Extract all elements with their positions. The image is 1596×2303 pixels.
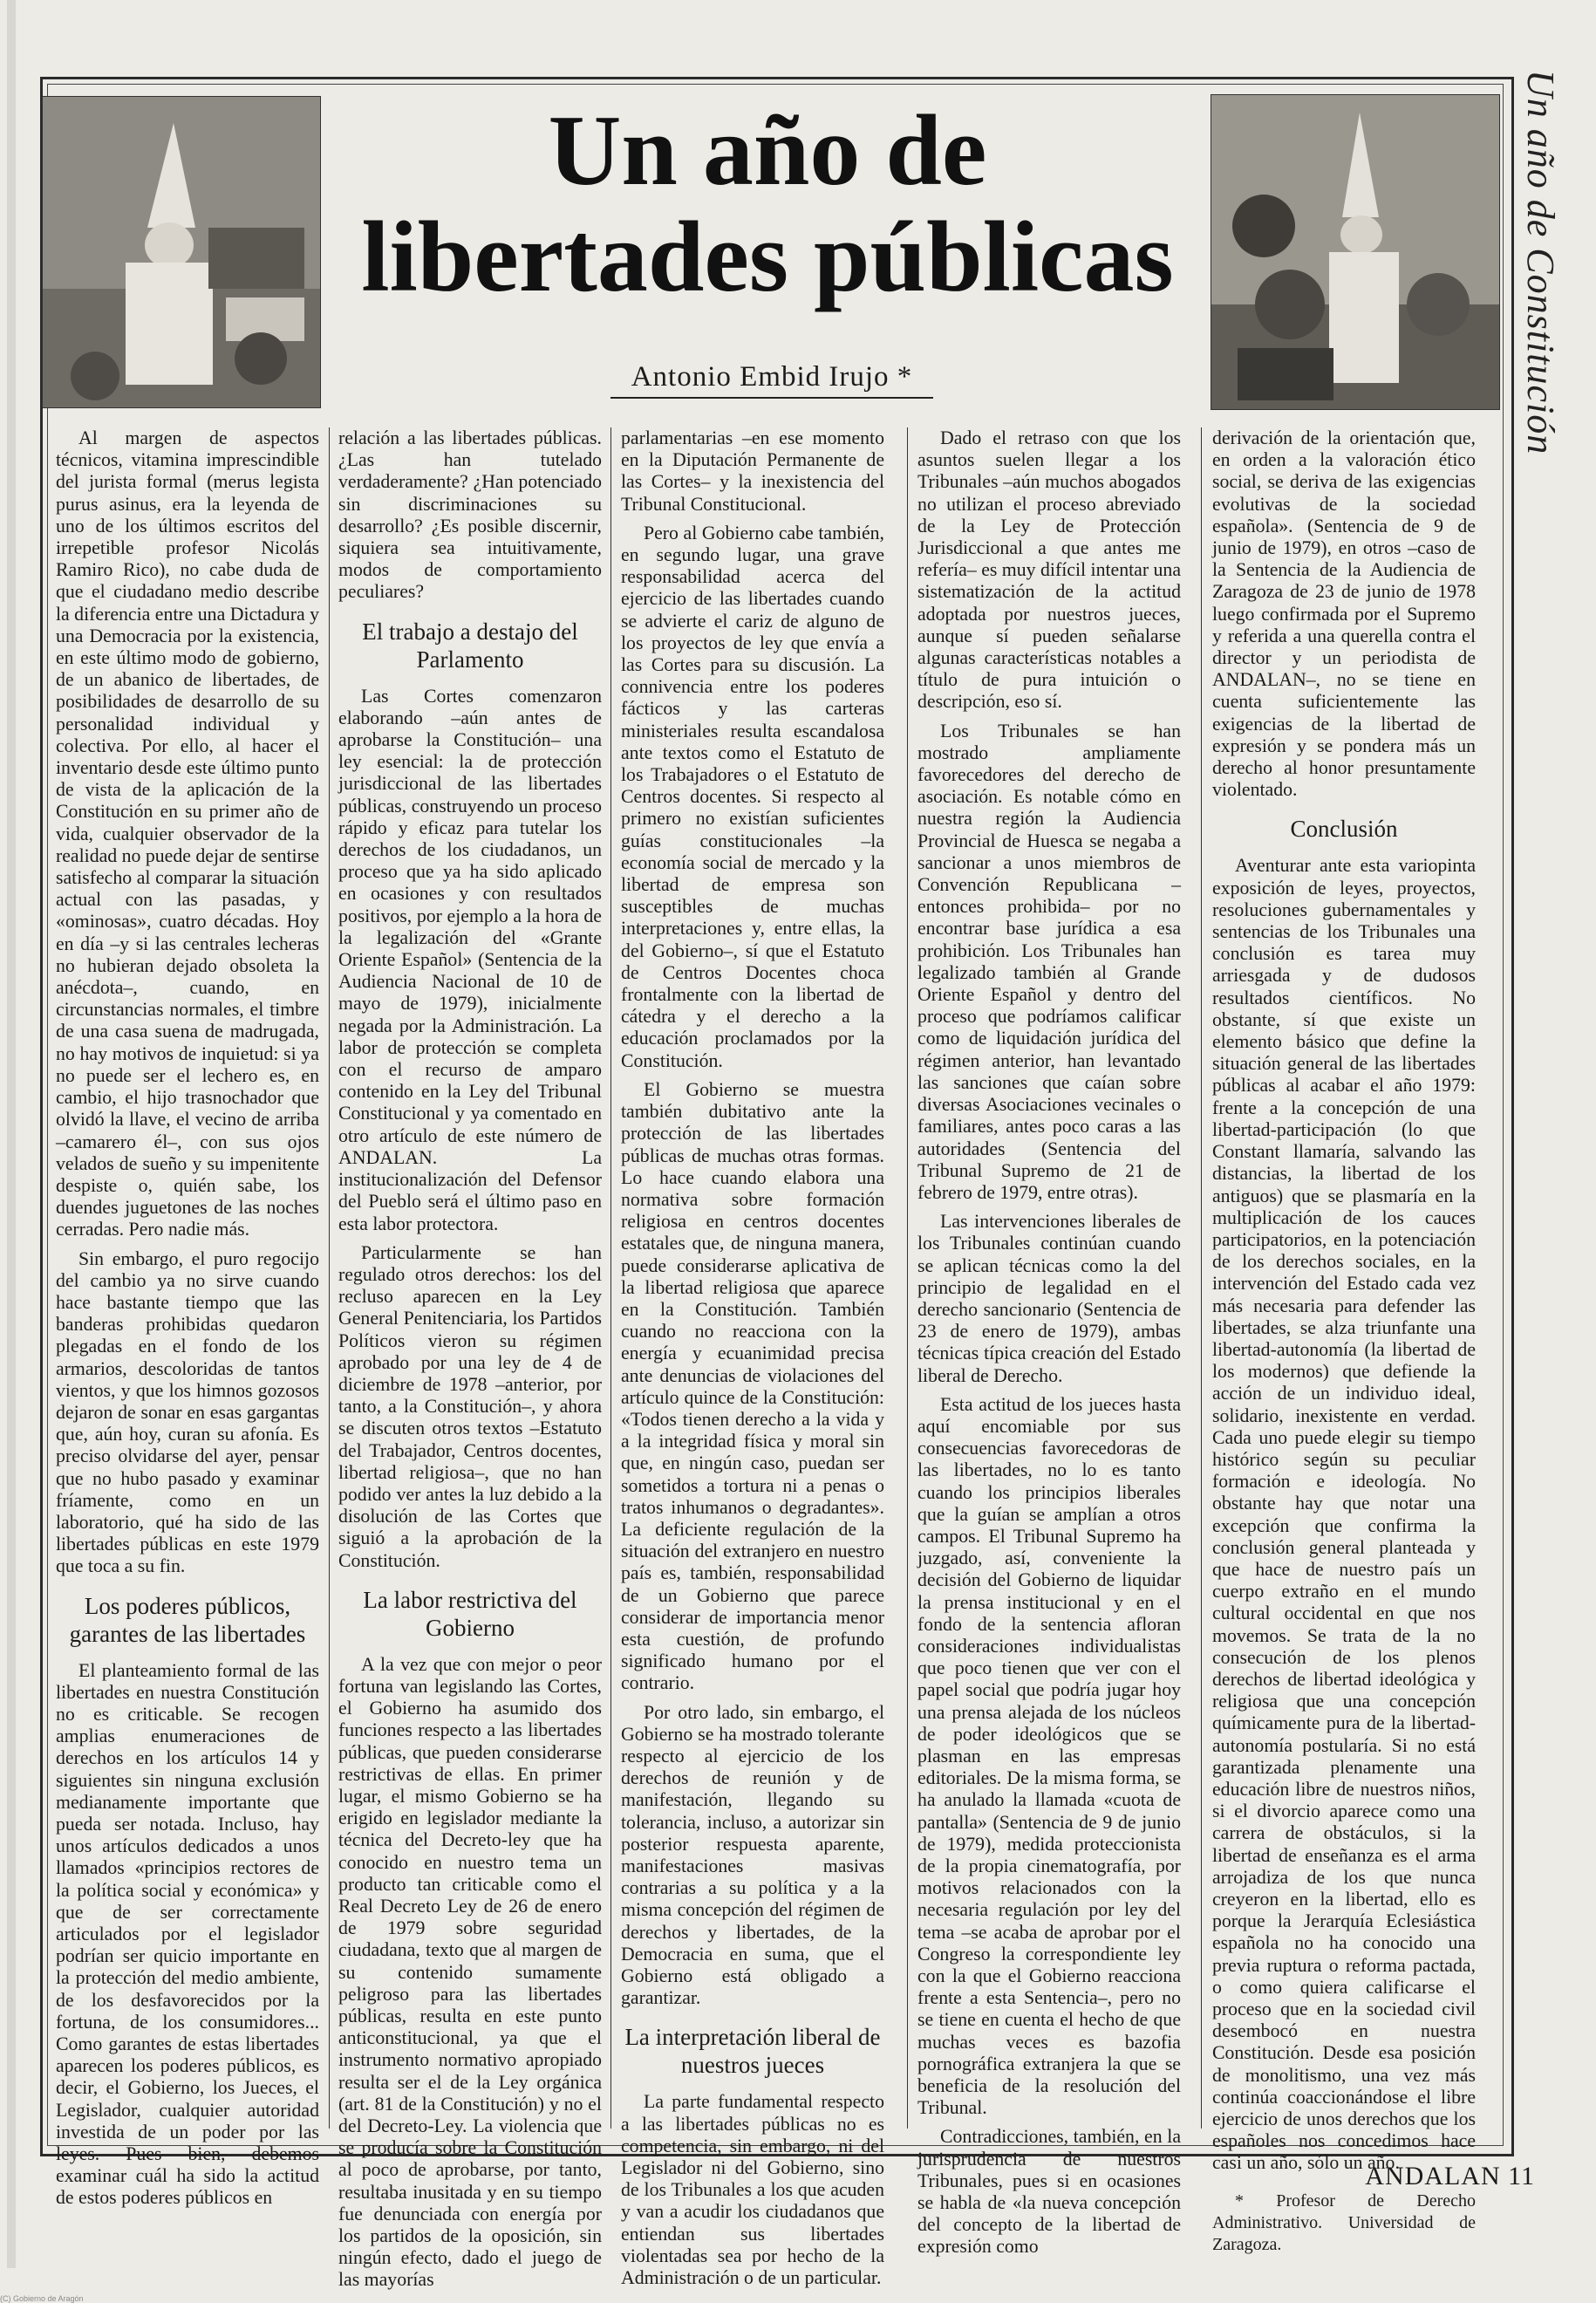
article-byline: Antonio Embid Irujo * xyxy=(610,361,933,399)
text-column-2 xyxy=(338,427,602,2291)
page-footer: ANDALAN 11 xyxy=(1365,2162,1535,2190)
engraving-left-image xyxy=(43,97,320,407)
section-title-vertical: Un año de Constitución xyxy=(1519,70,1562,455)
paragraph: A la vez que con mejor o peor fortuna van legislando las Cortes, el Gobierno ha asumido dos funciones respecto a las libertades públicas, que pueden considerarse restrictivas de ellas. En primer lugar, el mismo Gobierno se ha erigido en legislador mediante la técnica del Decreto-ley que ha conocido en nuestro tema un producto tan criticable como el Real Decreto Ley de 26 de enero de 1979 sobre seguridad ciudadana, texto que al margen de su contenido sumamente peligroso para las libertades públicas, resulta en este punto anticonstitucional, ya que el instrumento normativo apropiado resulta ser el de la Ley orgánica (art. 81 de la Constitución) y no el del Decreto-Ley. La violencia que se producía sobre la Constitución al poco de aprobarse, por tanto, resultaba inusitada y en su tiempo fue denunciada con energía por los partidos de la oposición, sin ningún efecto, dado el juego de las mayorías xyxy=(338,1653,602,2291)
illustration-right xyxy=(1211,94,1500,410)
scan-credit: (C) Gobierno de Aragón xyxy=(0,2294,84,2303)
paragraph: derivación de la orientación que, en orden a la valoración ético social, se deriva de las exigencias evolutivas de la sociedad española». (Sentencia de 9 de junio de 1979), en otros –caso de la Sentencia de la Audiencia de Zaragoza de 23 de junio de 1978 luego confirmada por el Supremo y referida a una querella contra el director y un periodista de ANDALAN–, no se tiene en cuenta suficientemente las exigencias de la libertad de expresión y se pondera más un derecho al honor presuntamente violentado. xyxy=(1212,427,1476,801)
section-heading: El trabajo a destajo del Parlamento xyxy=(362,618,578,673)
paragraph: Los Tribunales se han mostrado ampliamente favorecedores del derecho de asociación. Es notable cómo en nuestra región la Audiencia Provincial de Huesca se negaba a sancionar a unos miembros de Convención Republicana –entonces prohibida– por no encontrar base jurídica a esa prohibición. Los Tribunales han legalizado también al Grande Oriente Español y dentro del proceso que podríamos calificar como de liquidación jurídica del régimen anterior, han levantado las sanciones que caían sobre diversas Asociaciones vecinales o familiares, antes poco caras a las autoridades (Sentencia del Tribunal Supremo de 21 de febrero de 1979, entre otras). xyxy=(917,720,1181,1203)
paragraph: El Gobierno se muestra también dubitativo ante la protección de las libertades públicas de muchas otras formas. Lo hace cuando elabora una normativa sobre formación religiosa en centros docentes estatales que, de ninguna manera, puede considerarse aplicativa de la libertad religiosa que aparece en la Constitución. También cuando no reacciona con la energía y ecuanimidad precisa ante denuncias de violaciones del artículo quince de la Constitución: «Todos tienen derecho a la vida y a la integridad física y moral sin que, en ningún caso, puedan ser sometidos a tortura ni a penas o tratos inhumanos o degradantes». La deficiente regulación de la situación del extranjero en nuestro país es, también, responsabilidad de un Gobierno que parece considerar de importancia menor esta cuestión, de profundo significado humano por el contrario. xyxy=(621,1078,884,1694)
paragraph: Las intervenciones liberales de los Tribunales continúan cuando se aplican técnicas como la del principio de legalidad en el derecho sancionario (Sentencia de 23 de enero de 1979), ambas técnicas típica creación del Estado liberal de Derecho. xyxy=(917,1211,1181,1386)
column-rule-3 xyxy=(907,427,908,2129)
author-footnote: * Profesor de Derecho Administrativo. Universidad de Zaragoza. xyxy=(1212,2190,1476,2255)
paragraph: Por otro lado, sin embargo, el Gobierno se ha mostrado tolerante respecto al ejercicio de los derechos de reunión y de manifestación, llegando su tolerancia, incluso, a autorizar sin posterior respuesta aparente, manifestaciones masivas contrarias a su política y a la misma concepción del régimen de derechos y libertades, de la Democracia en suma, que el Gobierno está obligado a garantizar. xyxy=(621,1701,884,2009)
paragraph: Contradicciones, también, en la jurisprudencia de nuestros Tribunales, pues si en ocasiones se habla de «la nueva concepción del concepto de la libertad de expresión como xyxy=(917,2126,1181,2258)
paragraph: La parte fundamental respecto a las libertades públicas no es competencia, sin embargo, ni del Legislador ni del Gobierno, sino de los Tribunales a los que acuden y van a acudir los ciudadanos que entiendan sus libertades violentadas sea por hecho de la Administración o de un particular. xyxy=(621,2091,884,2289)
column-rule-4 xyxy=(1201,427,1202,2129)
column-rule-2 xyxy=(610,427,611,2129)
section-heading: Los poderes públicos, garantes de las libertades xyxy=(69,1592,306,1647)
illustration-left xyxy=(42,96,321,408)
paragraph: Dado el retraso con que los asuntos suelen llegar a los Tribunales –aún muchos abogados no utilizan el proceso abreviado de la Ley de Protección Jurisdiccional a que antes me refería– es muy difícil intentar una sistematización de la actitud adoptada por nuestros jueces, aunque sí pueden señalarse algunas características notables a título de pura intuición o descripción, eso sí. xyxy=(917,427,1182,713)
text-column-1 xyxy=(56,427,319,2209)
paragraph: Aventurar ante esta variopinta exposición de leyes, proyectos, resoluciones gubernamentales y sentencias de los Tribunales una conclusión es tarea muy arriesgada y de dudosos resultados científicos. No obstante, sí que existe un elemento básico que define la situación general de las libertades públicas al acabar el año 1979: frente a la concepción de una libertad-participación (lo que Constant llamaría, salvando las distancias, la libertad de los antiguos) que se plasmaría en la multiplicación de los cauces participatorios, en la potenciación de los derechos sociales, en la intervención del Estado cada vez más necesaria para defender las libertades, se alza triunfante una libertad-autonomía (la libertad de los modernos) que defiende la acción de un individuo ideal, solidario, inexistente en verdad. Cada uno puede elegir su tiempo histórico según su peculiar formación e ideología. No obstante hay que notar una excepción que confirma la conclusión general planteada y que hace de nuestro país un cuerpo extraño en el mundo cultural occidental en que nos movemos. Se trata de la no consecución de los plenos derechos de libertad ideológica y religiosa que una concepción químicamente pura de la libertad-autonomía postularía. Si no está garantizada plenamente una educación libre de nuestros niños, si el divorcio aparece como una carrera de obstáculos, si la libertad de enseñanza es el arma arrojadiza de los que nunca creyeron en la libertad, ello es porque la Jerarquía Eclesiástica española no ha conocido una previa ruptura o reforma pactada, o como quiera calificarse el proceso que en la sociedad civil desembocó en nuestra Constitución. Desde esa posición de monolitismo, una vez más continúa coaccionándose el libre ejercicio de unos derechos que los españoles nos concedimos hace casi un año, sólo un año. xyxy=(1212,855,1476,2174)
paragraph: Sin embargo, el puro regocijo del cambio ya no sirve cuando hace bastante tiempo que las banderas prohibidas quedaron plegadas en el fondo de los armarios, descoloridas de tantos vientos, y que los himnos gozosos dejaron de sonar en esas gargantas que, aún hoy, curan su afonía. Es preciso olvidarse del ayer, pensar que no hubo pasado y examinar fríamente, como en un laboratorio, qué ha sido de las libertades públicas en este 1979 que toca a su fin. xyxy=(56,1247,319,1577)
paragraph: relación a las libertades públicas. ¿Las han tutelado verdaderamente? ¿Han potenciado sin discriminaciones su desarrollo? ¿Es posible discernir, siquiera sea intuitivamente, modos de comportamiento peculiares? xyxy=(338,427,602,603)
paragraph: El planteamiento formal de las libertades en nuestra Constitución no es criticable. Se recogen amplias enumeraciones de derechos en los artículos 14 y siguientes sin ninguna exclusión medianamente importante que pueda ser notada. Incluso, hay unos artículos dedicados a unos llamados «principios rectores de la política social y económica» y que de ser correctamente articulados por el legislador podrían ser quicio importante en la protección del medio ambiente, de los desfavorecidos por la fortuna, de los consumidores... Como garantes de estas libertades aparecen los poderes públicos, es decir, el Gobierno, los Jueces, el Legislador, cualquier autoridad investida de un poder por las leyes. Pues bien, debemos examinar cuál ha sido la actitud de estos poderes públicos en xyxy=(56,1659,319,2209)
paragraph: parlamentarias –en ese momento en la Diputación Permanente de las Cortes– y la inexistencia del Tribunal Constitucional. xyxy=(621,427,884,515)
text-column-4 xyxy=(917,427,1182,2258)
text-column-3 xyxy=(621,427,884,2289)
article-headline: Un año de libertades públicas xyxy=(361,95,1174,313)
engraving-right-image xyxy=(1211,95,1499,409)
paragraph: Esta actitud de los jueces hasta aquí encomiable por sus consecuencias favorecedoras de las libertades, no lo es tanto cuando los principios liberales que la guían se amplían a otros campos. El Tribunal Supremo ha juzgado, así, conveniente la decisión del Gobierno de liquidar la prensa institucional y en el fondo de la sentencia afloran consideraciones individualistas que poco tienen que ver con el papel social que podría jugar hoy una prensa alejada de los núcleos de poder ideológicos que se plasman en las empresas editoriales. De la misma forma, se ha anulado la llamada «cuota de pantalla» (Sentencia de 9 de junio de 1979), medida proteccionista de la propia cinematografía, por motivos relacionados con la necesaria regulación por ley del tema –se acaba de aprobar por el Congreso la correspondiente ley con la que el Gobierno reacciona frente a esta Sentencia–, pero no se tiene en cuenta el hecho de que muchas veces es bazofia pornográfica extranjera la que se beneficia de la resolución del Tribunal. xyxy=(917,1393,1181,2119)
paragraph: Al margen de aspectos técnicos, vitamina imprescindible del jurista formal (merus legista purus asinus, era la leyenda de uno de los últimos escritos del irrepetible profesor Nicolás Ramiro Rico), no cabe duda de que el ciudadano medio describe la diferencia entre una Dictadura y una Democracia por la existencia, en este último modo de gobierno, de un abanico de libertades, de posibilidades de desarrollo de su personalidad individual y colectiva. Por ello, al hacer el inventario desde este último punto de vista de la aplicación de la Constitución en su primer año de vida, cualquier observador de la realidad no puede dejar de sentirse satisfecho al comparar la situación actual con las pasadas, y «ominosas», cuatro décadas. Hoy en día –y si las centrales lecheras no hubieran dejado obsoleta la anécdota–, cuando, en circunstancias normales, el timbre de una casa suena de madrugada, no hay motivos de inquietud: si ya no puede ser el lechero es, en cambio, el hijo trasnochador que olvidó la llave, el vecino de arriba –camarero él–, con sus ojos velados de sueño y su impenitente despiste o, quién sabe, los duendes juguetones de las noches cerradas. Pero nadie más. xyxy=(56,427,319,1240)
paragraph: Las Cortes comenzaron elaborando –aún antes de aprobarse la Constitución– una ley esencial: la de protección jurisdiccional de las libertades públicas, construyendo un proceso rápido y eficaz para tutelar los derechos de los ciudadanos, un proceso que ya ha sido aplicado en ocasiones y con resultados positivos, por ejemplo a la hora de la legalización del «Grante Oriente Español» (Sentencia de la Audiencia Nacional de 10 de mayo de 1979), inicialmente negada por la Administración. La labor de protección se completa con el recurso de amparo contenido en la Ley del Tribunal Constitucional y ya comentado en otro artículo de este número de ANDALAN. La institucionalización del Defensor del Pueblo será el último paso en esta labor protectora. xyxy=(338,685,602,1234)
section-heading: La labor restrictiva del Gobierno xyxy=(363,1586,577,1641)
column-rule-1 xyxy=(329,427,330,2129)
paragraph: Pero al Gobierno cabe también, en segundo lugar, una grave responsabilidad acerca del ejercicio de las libertades cuando se advierte el cariz de alguno de los proyectos de ley que envía a las Cortes para su discusión. La connivencia entre los poderes fácticos y las carteras ministeriales resulta escandalosa ante textos como el Estatuto de los Trabajadores o el Estatuto de Centros docentes. Si respecto al primero no existían suficientes guías constitucionales –la economía social de mercado y la libertad de empresa son susceptibles de muchas interpretaciones y, entre ellas, la del Gobierno–, sí que el Estatuto de Centros Docentes choca frontalmente con la libertad de cátedra y el derecho a la educación proclamados por la Constitución. xyxy=(621,522,884,1071)
section-heading: La interpretación liberal de nuestros jueces xyxy=(624,2024,881,2079)
section-heading: Conclusión xyxy=(1290,816,1398,843)
paragraph: Particularmente se han regulado otros derechos: los del recluso aparecen en la Ley General Penitenciaria, los Partidos Políticos vieron su régimen aprobado por una ley de 4 de diciembre de 1978 –anterior, por tanto, a la Constitución–, y ahora se discuten otros textos –Estatuto del Trabajador, Centros docentes, libertad religiosa–, que no han podido ver antes la luz debido a la disolución de las Cortes que siguió a la aprobación de la Constitución. xyxy=(338,1241,602,1571)
scan-edge xyxy=(7,0,16,2268)
